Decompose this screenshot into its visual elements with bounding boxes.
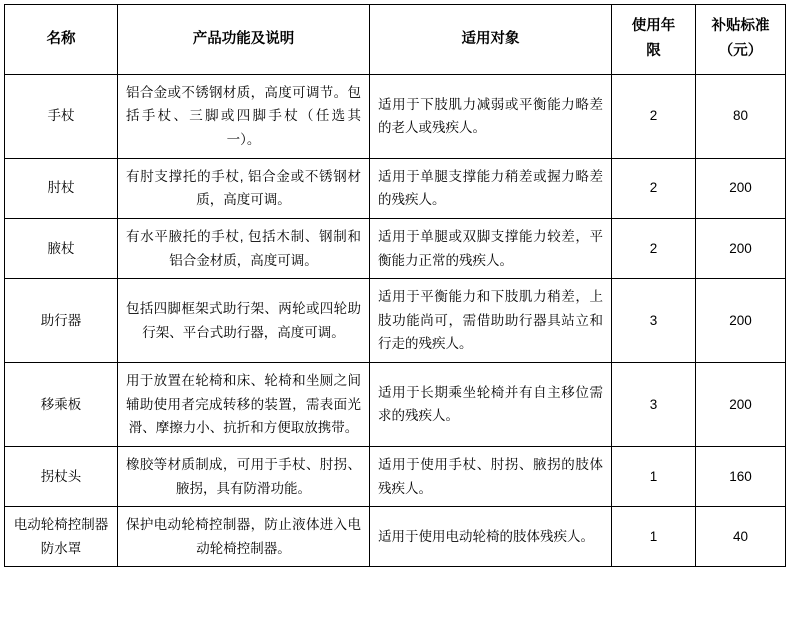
- cell-years: 1: [612, 446, 696, 506]
- cell-years: 2: [612, 218, 696, 278]
- table-row: [5, 218, 786, 278]
- table-header-row: [5, 5, 786, 75]
- cell-subsidy: 160: [696, 446, 786, 506]
- column-header-years-line2: 限: [646, 43, 661, 60]
- column-header-target: 适用对象: [370, 5, 612, 75]
- column-header-subsidy-line2: （元）: [718, 43, 763, 60]
- cell-subsidy: 200: [696, 158, 786, 218]
- table-row: [5, 363, 786, 447]
- table-row: [5, 158, 786, 218]
- table-row: [5, 74, 786, 158]
- column-header-description: 产品功能及说明: [118, 5, 370, 75]
- column-header-years: [612, 5, 696, 75]
- cell-description: 保护电动轮椅控制器，防止液体进入电动轮椅控制器。: [118, 507, 370, 567]
- cell-subsidy: 80: [696, 74, 786, 158]
- cell-description: 橡胶等材质制成，可用于手杖、肘拐、腋拐，具有防滑功能。: [118, 446, 370, 506]
- column-header-name: 名称: [5, 5, 118, 75]
- cell-target: 适用于下肢肌力减弱或平衡能力略差的老人或残疾人。: [370, 74, 612, 158]
- cell-target: 适用于使用电动轮椅的肢体残疾人。: [370, 507, 612, 567]
- cell-name: 手杖: [5, 74, 118, 158]
- cell-description: 有水平腋托的手杖, 包括木制、钢制和铝合金材质，高度可调。: [118, 218, 370, 278]
- table-row: [5, 446, 786, 506]
- cell-description: 铝合金或不锈钢材质，高度可调节。包括手杖、三脚或四脚手杖（任选其一）。: [118, 74, 370, 158]
- cell-description: 包括四脚框架式助行架、两轮或四轮助行架、平台式助行器，高度可调。: [118, 279, 370, 363]
- cell-name: 助行器: [5, 279, 118, 363]
- assistive-device-subsidy-table: [4, 4, 786, 567]
- cell-name: 移乘板: [5, 363, 118, 447]
- table-row: [5, 507, 786, 567]
- column-header-subsidy: [696, 5, 786, 75]
- cell-target: 适用于使用手杖、肘拐、腋拐的肢体残疾人。: [370, 446, 612, 506]
- cell-description: 用于放置在轮椅和床、轮椅和坐厕之间辅助使用者完成转移的装置，需表面光滑、摩擦力小、抗折和方便取放携带。: [118, 363, 370, 447]
- cell-years: 3: [612, 363, 696, 447]
- column-header-subsidy-line1: 补贴标准: [711, 18, 770, 34]
- cell-subsidy: 40: [696, 507, 786, 567]
- cell-years: 3: [612, 279, 696, 363]
- cell-description: 有肘支撑托的手杖, 铝合金或不锈钢材质，高度可调。: [118, 158, 370, 218]
- cell-name: 电动轮椅控制器防水罩: [5, 507, 118, 567]
- cell-name: 腋杖: [5, 218, 118, 278]
- cell-years: 1: [612, 507, 696, 567]
- cell-target: 适用于长期乘坐轮椅并有自主移位需求的残疾人。: [370, 363, 612, 447]
- column-header-years-line1: 使用年: [631, 18, 676, 34]
- cell-subsidy: 200: [696, 279, 786, 363]
- cell-subsidy: 200: [696, 363, 786, 447]
- cell-name: 拐杖头: [5, 446, 118, 506]
- table-row: [5, 279, 786, 363]
- cell-target: 适用于单腿支撑能力稍差或握力略差的残疾人。: [370, 158, 612, 218]
- cell-name: 肘杖: [5, 158, 118, 218]
- cell-years: 2: [612, 74, 696, 158]
- cell-years: 2: [612, 158, 696, 218]
- cell-target: 适用于单腿或双脚支撑能力较差，平衡能力正常的残疾人。: [370, 218, 612, 278]
- cell-target: 适用于平衡能力和下肢肌力稍差，上肢功能尚可，需借助助行器具站立和行走的残疾人。: [370, 279, 612, 363]
- cell-subsidy: 200: [696, 218, 786, 278]
